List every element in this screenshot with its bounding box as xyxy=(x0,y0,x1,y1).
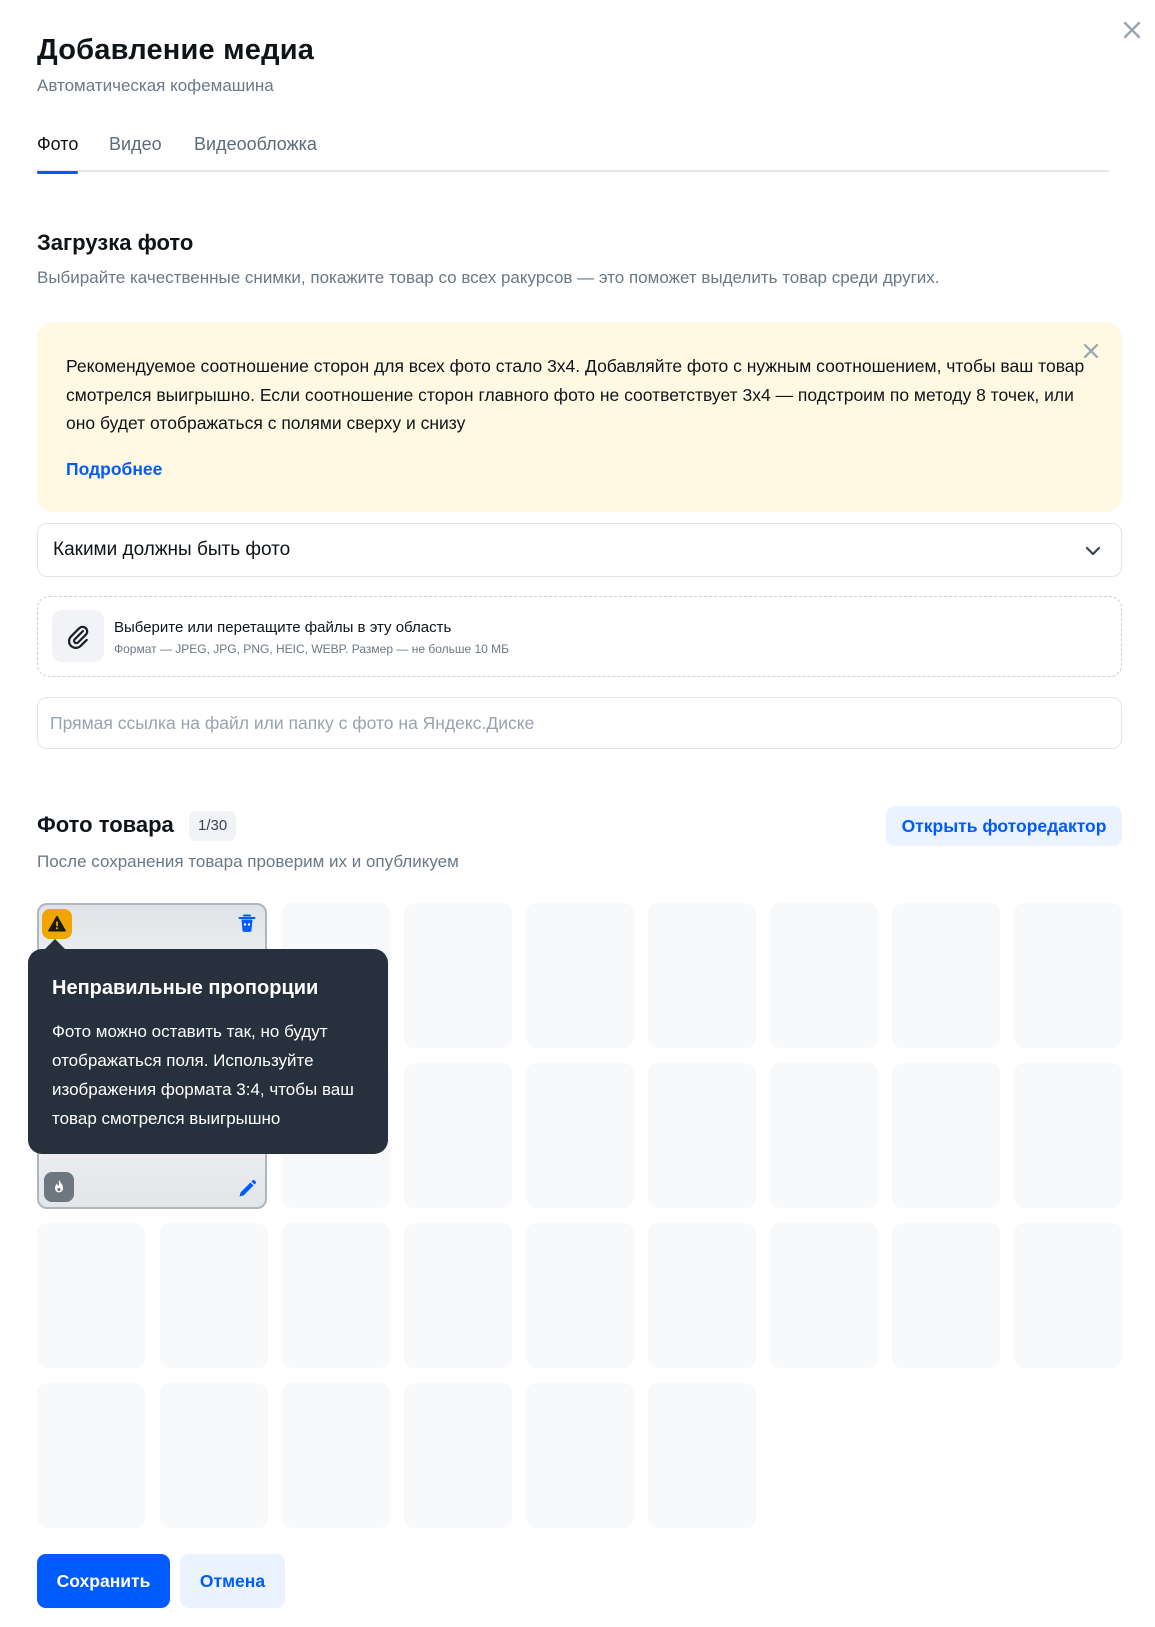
modal-subtitle: Автоматическая кофемашина xyxy=(37,76,274,95)
media-tabs xyxy=(37,132,1109,172)
photo-slot[interactable] xyxy=(1014,1223,1122,1368)
tab-video-cover[interactable]: Видеообложка xyxy=(194,134,317,154)
yandex-disk-url-input[interactable] xyxy=(37,697,1122,749)
photo-slot[interactable] xyxy=(282,1383,390,1528)
photo-slot[interactable] xyxy=(892,1223,1000,1368)
tooltip-text: Фото можно оставить так, но будут отображаться поля. Используйте изображения формата 3:4, чтобы ваш товар смотрелся выигрышно xyxy=(52,1022,354,1128)
product-photos-description: После сохранения товара проверим их и опубликуем xyxy=(37,852,459,871)
photo-slot[interactable] xyxy=(282,1223,390,1368)
aspect-ratio-notice xyxy=(37,322,1122,512)
warning-badge[interactable] xyxy=(42,909,72,939)
photo-slot[interactable] xyxy=(648,1223,756,1368)
photo-slot[interactable] xyxy=(526,903,634,1048)
photo-slot[interactable] xyxy=(160,1383,268,1528)
photo-slot[interactable] xyxy=(1014,1063,1122,1208)
upload-title: Загрузка фото xyxy=(37,230,194,255)
tooltip-title: Неправильные пропорции xyxy=(52,977,319,999)
trash-icon xyxy=(235,911,259,935)
paperclip-icon xyxy=(65,623,91,649)
attach-button[interactable] xyxy=(52,610,104,662)
delete-photo-button[interactable] xyxy=(235,911,259,935)
tab-video[interactable]: Видео xyxy=(109,134,162,154)
file-dropzone[interactable] xyxy=(37,596,1122,677)
photo-slot[interactable] xyxy=(648,1383,756,1528)
photo-count-badge: 1/30 xyxy=(189,811,236,841)
wrong-proportions-tooltip xyxy=(28,949,388,1154)
photo-slot[interactable] xyxy=(770,1223,878,1368)
warning-icon xyxy=(47,914,67,934)
photo-slot[interactable] xyxy=(160,1223,268,1368)
photo-slot[interactable] xyxy=(648,903,756,1048)
photo-slot[interactable] xyxy=(1014,903,1122,1048)
open-photo-editor-button[interactable]: Открыть фоторедактор xyxy=(886,806,1122,846)
upload-description: Выбирайте качественные снимки, покажите товар со всех ракурсов — это поможет выделить товар среди других. xyxy=(37,268,940,287)
photo-slot[interactable] xyxy=(37,1223,145,1368)
photo-slot[interactable] xyxy=(892,1063,1000,1208)
photo-slot[interactable] xyxy=(526,1063,634,1208)
photo-slot[interactable] xyxy=(892,903,1000,1048)
cancel-button[interactable]: Отмена xyxy=(180,1554,285,1608)
save-button[interactable]: Сохранить xyxy=(37,1554,170,1608)
photo-slot[interactable] xyxy=(526,1223,634,1368)
notice-text: Рекомендуемое соотношение сторон для всех фото стало 3x4. Добавляйте фото с нужным соотношением, чтобы ваш товар смотрелся выигрышно. Если соотношение сторон главного фото не соответствует 3x4 — подстроим по методу 8 точек, или оно будет отображаться с полями сверху и снизу xyxy=(66,356,1085,433)
modal-title: Добавление медиа xyxy=(37,34,315,66)
pencil-icon xyxy=(235,1177,259,1201)
fire-badge xyxy=(44,1172,74,1202)
notice-more-link[interactable]: Подробнее xyxy=(66,459,163,479)
dropzone-title: Выберите или перетащите файлы в эту область xyxy=(114,619,452,636)
dropzone-hint: Формат — JPEG, JPG, PNG, HEIC, WEBP. Размер — не больше 10 МБ xyxy=(114,642,510,656)
photo-requirements-accordion[interactable] xyxy=(37,523,1122,577)
photo-slot[interactable] xyxy=(404,1223,512,1368)
edit-photo-button[interactable] xyxy=(235,1177,259,1201)
photo-slot[interactable] xyxy=(404,1063,512,1208)
chevron-down-icon xyxy=(1081,539,1105,563)
close-icon xyxy=(1118,16,1146,44)
fire-icon xyxy=(50,1178,68,1196)
product-photos-title: Фото товара xyxy=(37,812,174,837)
photo-slot[interactable] xyxy=(526,1383,634,1528)
photo-slot[interactable] xyxy=(770,903,878,1048)
close-icon xyxy=(1080,340,1102,362)
photo-slot[interactable] xyxy=(404,1383,512,1528)
accordion-label: Какими должны быть фото xyxy=(53,539,291,560)
photo-slot[interactable] xyxy=(404,903,512,1048)
tab-photo[interactable]: Фото xyxy=(37,134,78,172)
notice-close-button[interactable] xyxy=(1080,340,1102,362)
photo-slot[interactable] xyxy=(37,1383,145,1528)
photo-slot[interactable] xyxy=(648,1063,756,1208)
photo-slot[interactable] xyxy=(770,1063,878,1208)
modal-close-button[interactable] xyxy=(1118,16,1146,44)
